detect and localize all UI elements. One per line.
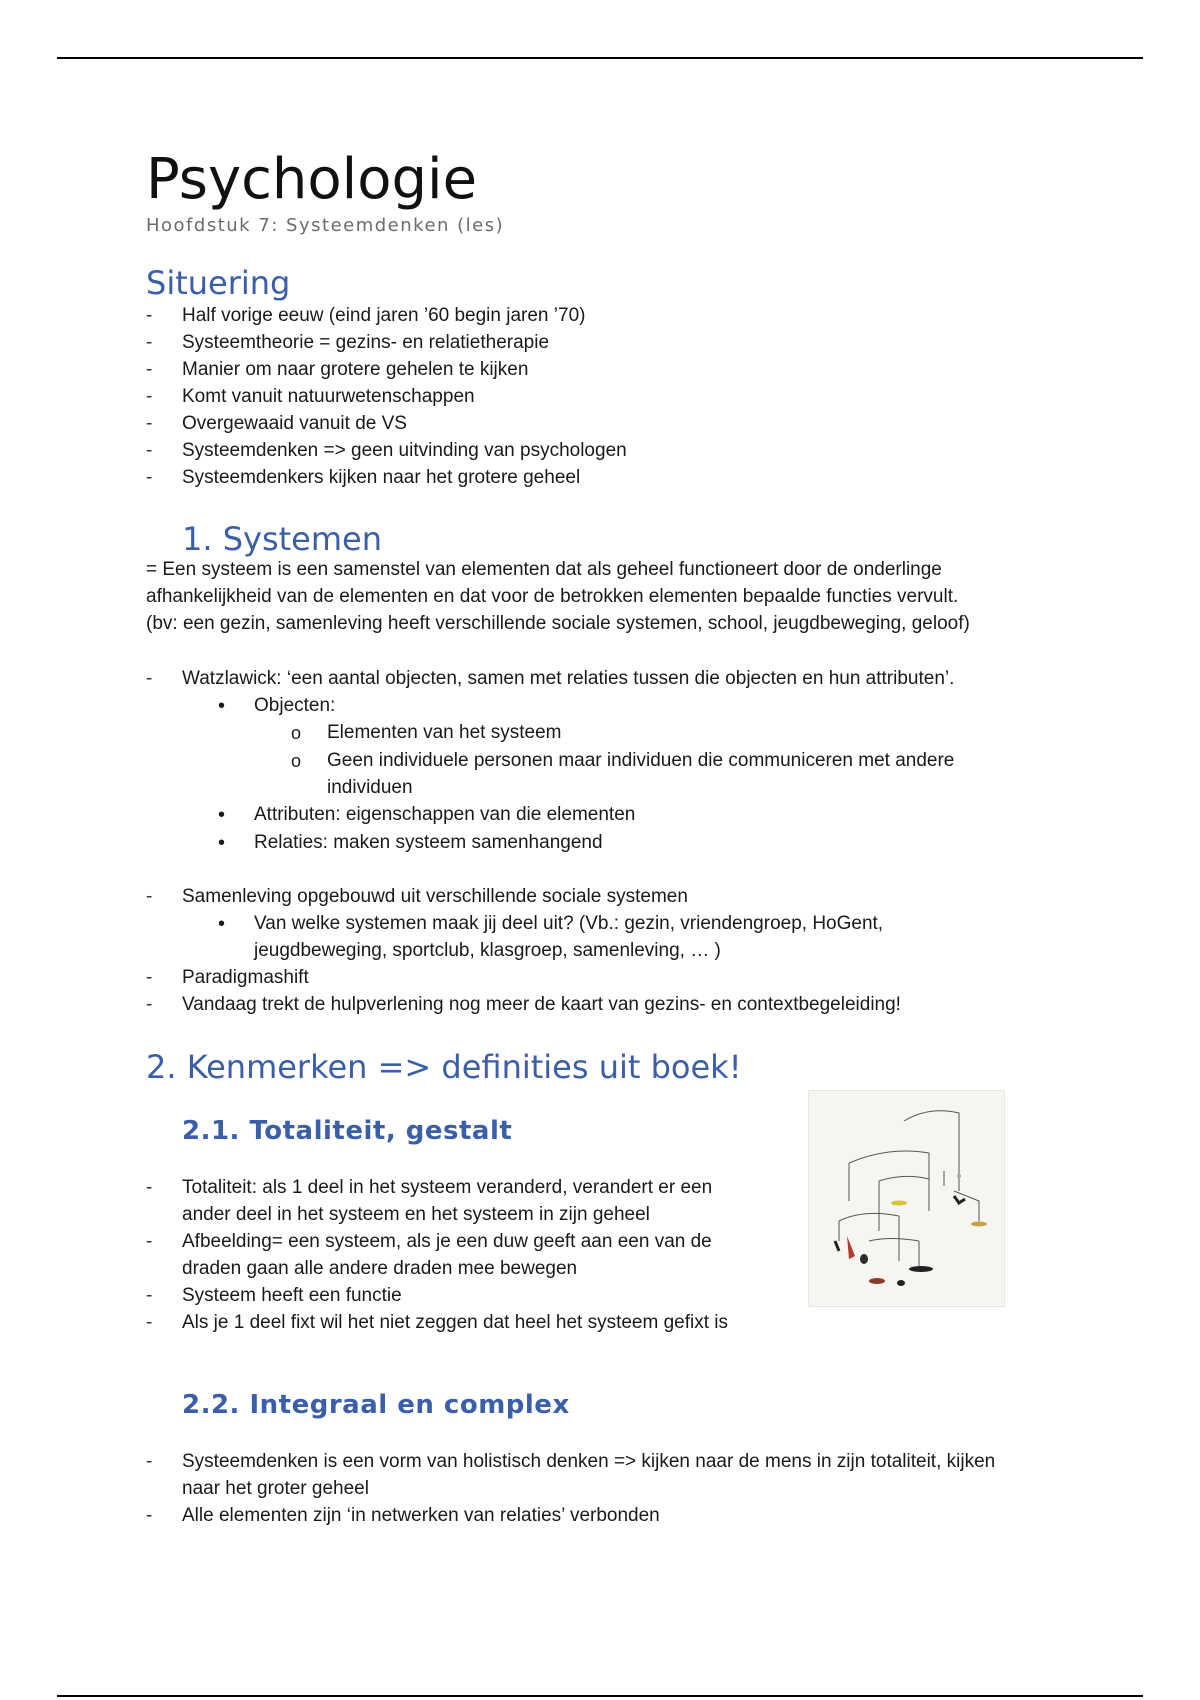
circle-marker: o	[291, 723, 302, 743]
totaliteit-line: Systeem heeft een functie	[182, 1285, 402, 1306]
dash-marker: -	[146, 467, 153, 488]
definition-line: (bv: een gezin, samenleving heeft verschillende sociale systemen, school, jeugdbeweging, geloof)	[146, 613, 970, 634]
bullet-marker: •	[218, 695, 226, 717]
object-sub-item: Elementen van het systeem	[327, 722, 562, 743]
top-rule	[57, 57, 1143, 59]
mobile-sculpture-image	[808, 1090, 1005, 1307]
dash-marker: -	[146, 967, 153, 988]
dash-marker: -	[146, 1177, 153, 1198]
bottom-rule	[57, 1695, 1143, 1697]
dash-marker: -	[146, 413, 153, 434]
list-item: Systeemtheorie = gezins- en relatietherapie	[182, 332, 550, 353]
totaliteit-line: Afbeelding= een systeem, als je een duw geeft aan een van de	[182, 1231, 712, 1252]
list-item: Systeemdenken => geen uitvinding van psychologen	[182, 440, 627, 461]
totaliteit-line: Als je 1 deel fixt wil het niet zeggen dat heel het systeem gefixt is	[182, 1312, 729, 1333]
dash-marker: -	[146, 886, 153, 907]
watzlawick-line: Watzlawick: ‘een aantal objecten, samen met relaties tussen die objecten en hun attributen’.	[182, 668, 955, 689]
vandaag-line: Vandaag trekt de hulpverlening nog meer de kaart van gezins- en contextbegeleiding!	[182, 994, 901, 1015]
attributen-line: Attributen: eigenschappen van die elementen	[254, 804, 636, 825]
integraal-line: Systeemdenken is een vorm van holistisch denken => kijken naar de mens in zijn totaliteit, kijken	[182, 1451, 996, 1472]
definition-line: afhankelijkheid van de elementen en dat voor de betrokken elementen bepaalde functies vervult.	[146, 586, 959, 607]
vraag-line: jeugdbeweging, sportclub, klasgroep, samenleving, … )	[254, 940, 721, 961]
totaliteit-line: ander deel in het systeem en het systeem in zijn geheel	[182, 1204, 650, 1225]
dash-marker: -	[146, 359, 153, 380]
integraal-line: Alle elementen zijn ‘in netwerken van relaties’ verbonden	[182, 1505, 660, 1526]
object-sub-item: individuen	[327, 777, 413, 798]
heading-kenmerken: 2. Kenmerken => definities uit boek!	[146, 1048, 742, 1086]
heading-situering: Situering	[146, 264, 291, 302]
mobile-sculpture-drawing	[809, 1091, 1004, 1306]
list-item: Komt vanuit natuurwetenschappen	[182, 386, 475, 407]
bullet-marker: •	[218, 832, 226, 854]
dash-marker: -	[146, 332, 153, 353]
totaliteit-line: draden gaan alle andere draden mee bewegen	[182, 1258, 578, 1279]
dash-marker: -	[146, 1231, 153, 1252]
dash-marker: -	[146, 668, 153, 689]
dash-marker: -	[146, 1312, 153, 1333]
objecten-line: Objecten:	[254, 695, 336, 716]
totaliteit-line: Totaliteit: als 1 deel in het systeem veranderd, verandert er een	[182, 1177, 713, 1198]
vraag-line: Van welke systemen maak jij deel uit? (Vb.: gezin, vriendengroep, HoGent,	[254, 913, 884, 934]
dash-marker: -	[146, 1505, 153, 1526]
list-item: Half vorige eeuw (eind jaren ’60 begin jaren ’70)	[182, 305, 586, 326]
definition-line: = Een systeem is een samenstel van elementen dat als geheel functioneert door de onderlinge	[146, 559, 942, 580]
page-title: Psychologie	[146, 147, 478, 212]
relaties-line: Relaties: maken systeem samenhangend	[254, 832, 603, 853]
heading-systemen: 1. Systemen	[182, 520, 382, 558]
bullet-marker: •	[218, 804, 226, 826]
paradigma-line: Paradigmashift	[182, 967, 309, 988]
dash-marker: -	[146, 386, 153, 407]
circle-marker: o	[291, 751, 302, 771]
list-item: Overgewaaid vanuit de VS	[182, 413, 407, 434]
list-item: Manier om naar grotere gehelen te kijken	[182, 359, 529, 380]
integraal-line: naar het groter geheel	[182, 1478, 369, 1499]
heading-integraal: 2.2. Integraal en complex	[182, 1390, 570, 1420]
heading-totaliteit: 2.1. Totaliteit, gestalt	[182, 1116, 513, 1146]
dash-marker: -	[146, 1285, 153, 1306]
page-subtitle: Hoofdstuk 7: Systeemdenken (les)	[146, 215, 505, 236]
object-sub-item: Geen individuele personen maar individuen die communiceren met andere	[327, 750, 955, 771]
dash-marker: -	[146, 994, 153, 1015]
bullet-marker: •	[218, 913, 226, 935]
dash-marker: -	[146, 440, 153, 461]
samenleving-line: Samenleving opgebouwd uit verschillende sociale systemen	[182, 886, 688, 907]
dash-marker: -	[146, 1451, 153, 1472]
list-item: Systeemdenkers kijken naar het grotere geheel	[182, 467, 581, 488]
dash-marker: -	[146, 305, 153, 326]
